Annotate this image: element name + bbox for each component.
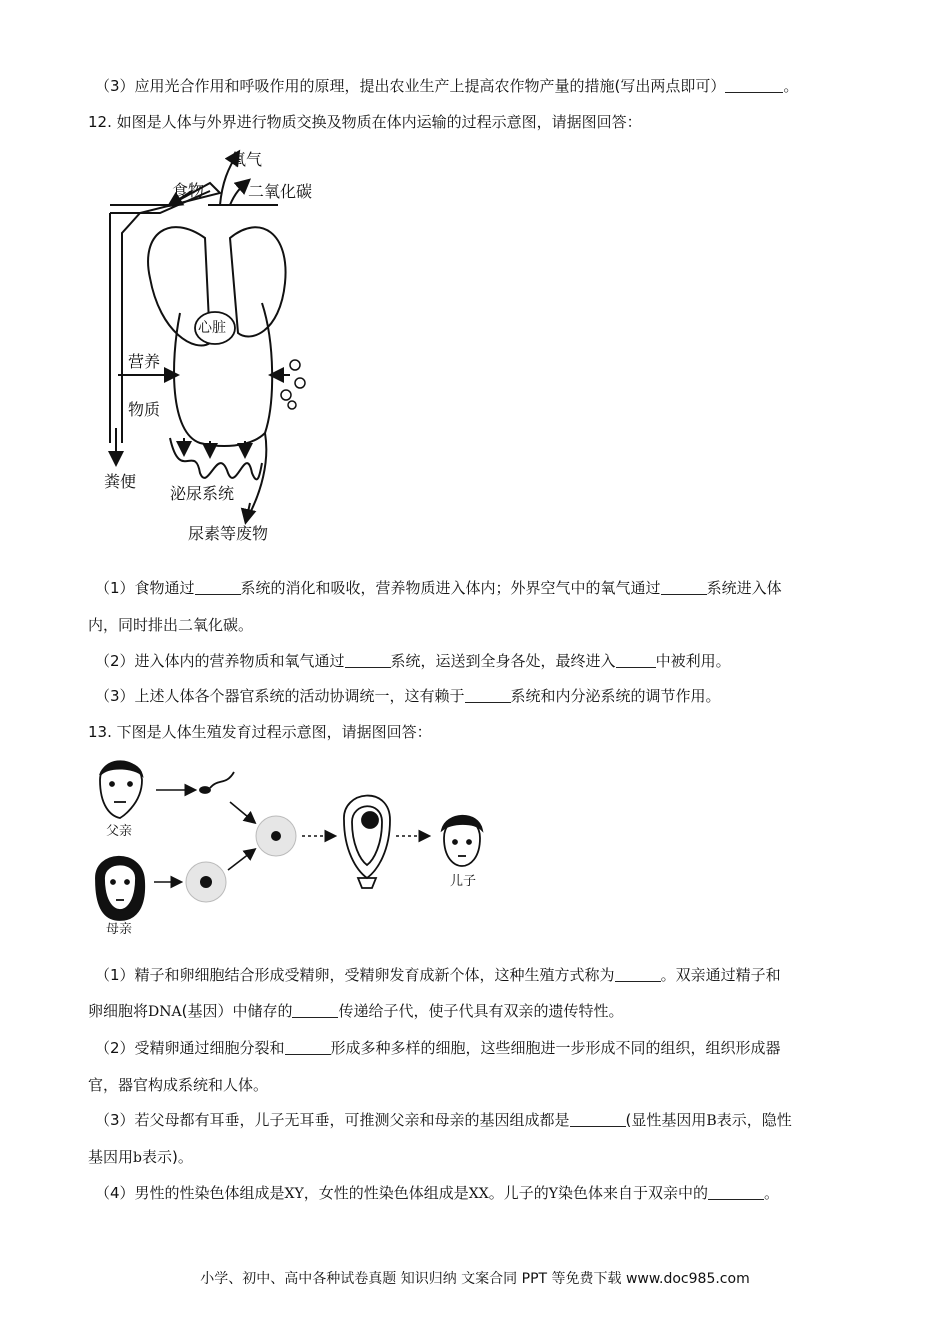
label-urinary: 泌尿系统 (170, 484, 235, 503)
answer-blank[interactable] (570, 1112, 626, 1127)
answer-blank[interactable] (292, 1003, 338, 1018)
reproduction-diagram-drawing (90, 750, 510, 940)
q12-stem: 12. 如图是人体与外界进行物质交换及物质在体内运输的过程示意图，请据图回答： (88, 113, 642, 131)
label-oxygen: 氧气 (230, 150, 263, 169)
answer-blank[interactable] (615, 967, 661, 982)
sperm-icon (200, 772, 234, 793)
sperm-to-zygote-arrow (230, 802, 254, 822)
mother-face-icon (96, 857, 144, 920)
answer-blank[interactable] (708, 1185, 764, 1200)
label-son: 儿子 (450, 874, 477, 889)
circulation-diagram (100, 143, 340, 553)
son-face-icon (442, 816, 482, 866)
digestive-tract-outer (110, 183, 220, 443)
label-father: 父亲 (106, 824, 133, 839)
q11-part3: （3）应用光合作用和呼吸作用的原理，提出农业生产上提高农作物产量的措施(写出两点即可） 。 (95, 77, 799, 95)
label-food: 食物 (172, 181, 205, 200)
cell-dot (290, 360, 300, 370)
cell-dot (288, 401, 296, 409)
label-co2: 二氧化碳 (248, 182, 313, 201)
q13-part4: （4）男性的性染色体组成是XY，女性的性染色体组成是XX。儿子的Y染色体来自于双亲中的 。 (95, 1184, 780, 1202)
q13-part1: （1）精子和卵细胞结合形成受精卵，受精卵发育成新个体，这种生殖方式称为 。双亲通过精子和 (95, 966, 781, 984)
answer-blank[interactable] (616, 653, 656, 668)
q13-part1-cont: 卵细胞将DNA(基因）中储存的 传递给子代，使子代具有双亲的遗传特性。 (88, 1002, 624, 1020)
label-waste: 尿素等废物 (188, 524, 269, 543)
q12-part3: （3）上述人体各个器官系统的活动协调统一，这有赖于 系统和内分泌系统的调节作用。 (95, 687, 721, 705)
cell-dot (295, 378, 305, 388)
q13-part3-cont: 基因用b表示)。 (88, 1148, 193, 1166)
egg-to-zygote-arrow (228, 850, 254, 870)
egg-cell-icon (186, 862, 226, 902)
fetus-uterus-icon (344, 796, 390, 888)
cell-dot (281, 390, 291, 400)
page-footer: 小学、初中、高中各种试卷真题 知识归纳 文案合同 PPT 等免费下载 www.doc985.com (200, 1271, 750, 1287)
q13-part2: （2）受精卵通过细胞分裂和 形成多种多样的细胞，这些细胞进一步形成不同的组织，组织形成器 (95, 1039, 781, 1057)
label-feces: 粪便 (104, 472, 137, 491)
answer-blank[interactable] (345, 653, 391, 668)
q13-part3: （3）若父母都有耳垂，儿子无耳垂，可推测父亲和母亲的基因组成都是 (显性基因用B表示，隐性 (95, 1111, 792, 1129)
reproduction-diagram (90, 750, 510, 940)
right-lung (230, 227, 286, 336)
q13-stem: 13. 下图是人体生殖发育过程示意图，请据图回答： (88, 723, 432, 741)
answer-blank[interactable] (195, 580, 241, 595)
label-mother: 母亲 (106, 922, 133, 937)
label-nutrient-1: 营养 (128, 352, 161, 371)
label-heart: 心脏 (198, 320, 226, 336)
answer-blank[interactable] (285, 1040, 331, 1055)
q12-part1-cont: 内，同时排出二氧化碳。 (88, 616, 254, 634)
father-face-icon (100, 761, 142, 818)
label-nutrient-2: 物质 (128, 400, 161, 419)
q12-part1: （1）食物通过 系统的消化和吸收，营养物质进入体内；外界空气中的氧气通过 系统进入体 (95, 579, 782, 597)
q13-part2-cont: 官，器官构成系统和人体。 (88, 1076, 269, 1094)
answer-blank[interactable] (465, 688, 511, 703)
zygote-icon (256, 816, 296, 856)
answer-blank[interactable] (725, 78, 783, 93)
q12-part2: （2）进入体内的营养物质和氧气通过 系统，运送到全身各处，最终进入 中被利用。 (95, 652, 731, 670)
co2-out-arrow (230, 181, 248, 205)
answer-blank[interactable] (661, 580, 707, 595)
